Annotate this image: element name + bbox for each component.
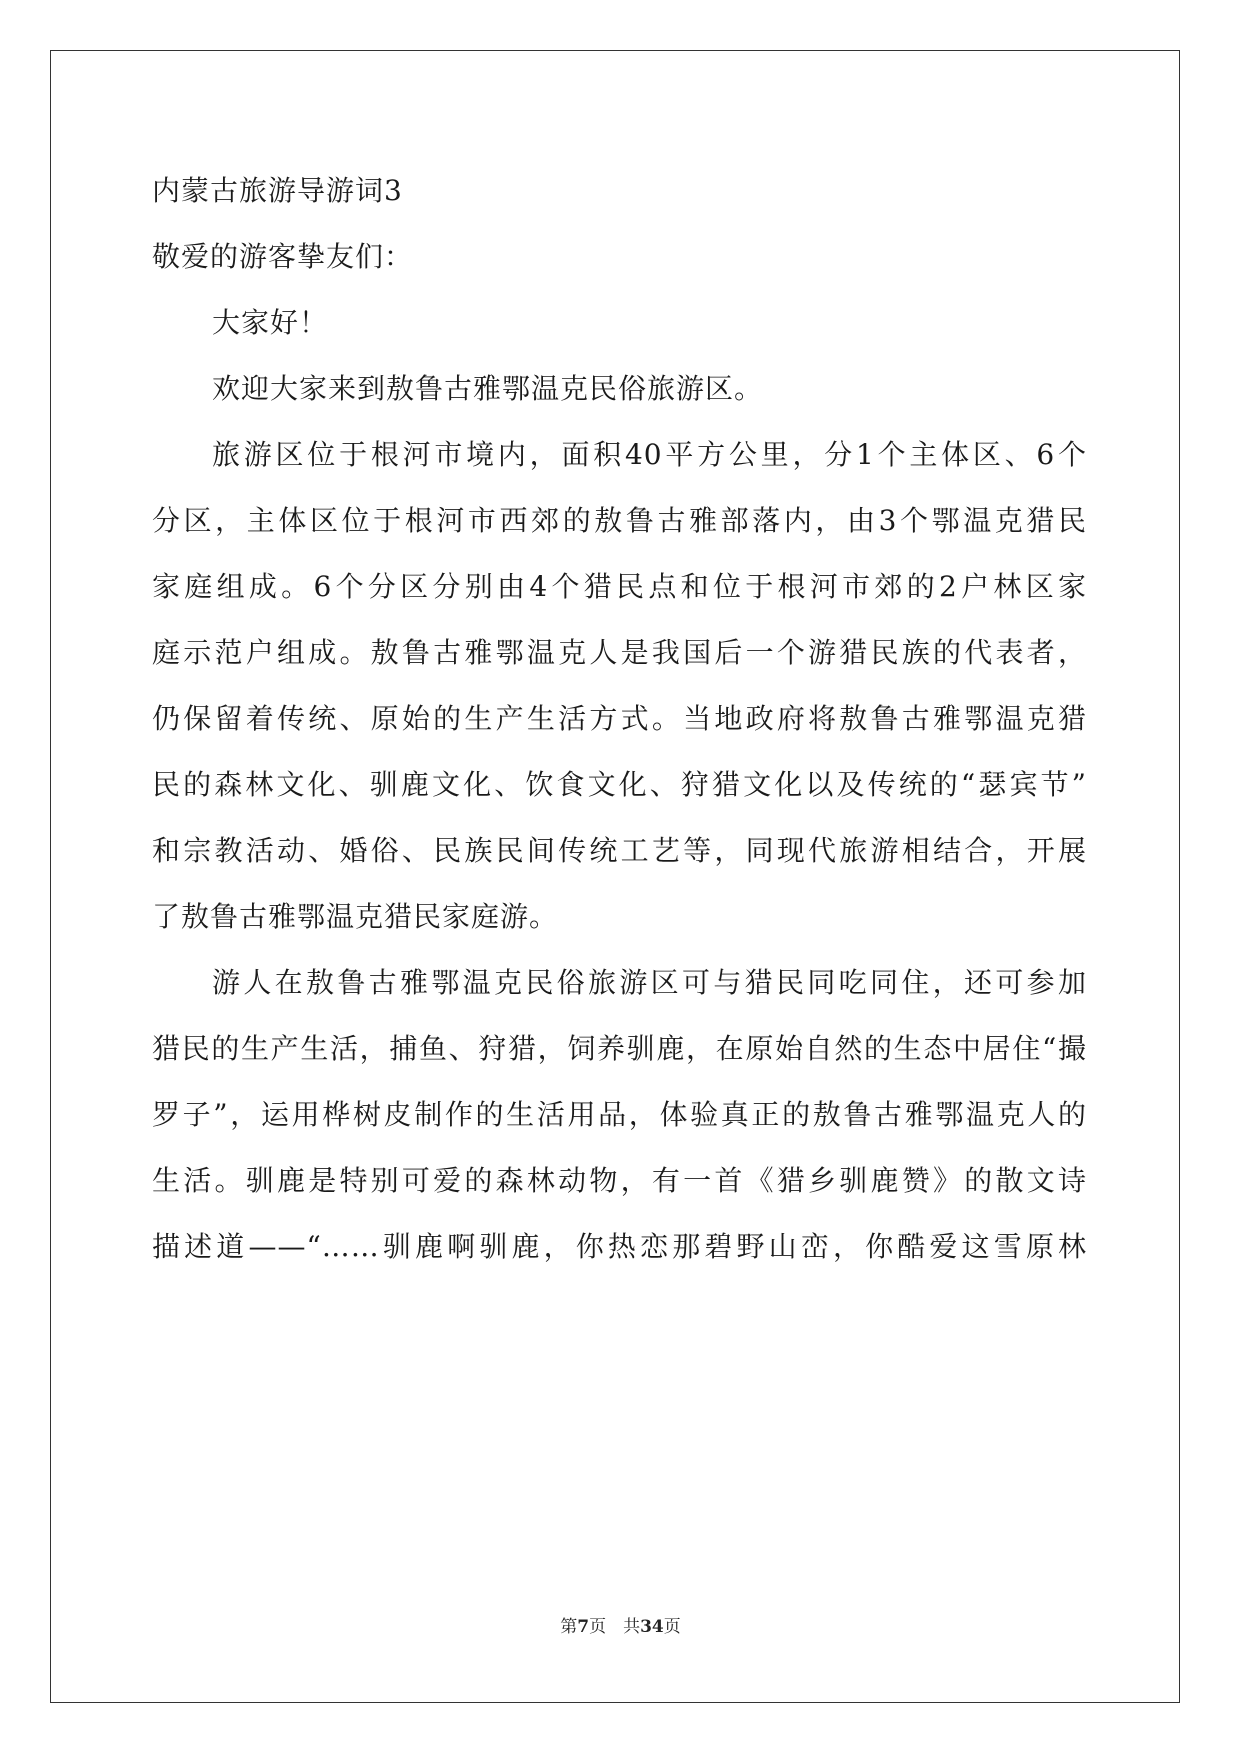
paragraph-line: 庭示范户组成。敖鲁古雅鄂温克人是我国后一个游猎民族的代表者， — [152, 636, 1087, 669]
paragraph-line: 猎民的生产生活，捕鱼、狩猎，饲养驯鹿，在原始自然的生态中居住“撮 — [152, 1032, 1087, 1065]
paragraph-line: 游人在敖鲁古雅鄂温克民俗旅游区可与猎民同吃同住，还可参加 — [212, 966, 1087, 999]
paragraph-1 — [152, 422, 1087, 950]
welcome-line: 欢迎大家来到敖鲁古雅鄂温克民俗旅游区。 — [212, 372, 764, 405]
paragraph-line: 家庭组成。6个分区分别由4个猎民点和位于根河市郊的2户林区家 — [152, 570, 1087, 603]
paragraph-2 — [152, 950, 1087, 1280]
greeting: 敬爱的游客挚友们： — [152, 240, 414, 273]
paragraph-line: 生活。驯鹿是特别可爱的森林动物，有一首《猎乡驯鹿赞》的散文诗 — [152, 1164, 1087, 1197]
paragraph-line: 描述道——“……驯鹿啊驯鹿，你热恋那碧野山峦，你酷爱这雪原林 — [152, 1230, 1087, 1263]
page-mid: 页 共 — [589, 1617, 641, 1637]
page-current: 7 — [577, 1617, 590, 1637]
document-body — [152, 158, 1087, 1280]
paragraph-line: 仍保留着传统、原始的生产生活方式。当地政府将敖鲁古雅鄂温克猎 — [152, 702, 1087, 735]
paragraph-line: 旅游区位于根河市境内，面积40平方公里，分1个主体区、6个 — [212, 438, 1087, 471]
paragraph-line: 分区，主体区位于根河市西郊的敖鲁古雅部落内，由3个鄂温克猎民 — [152, 504, 1087, 537]
hello-line: 大家好！ — [212, 306, 329, 339]
page-suffix: 页 — [663, 1617, 681, 1637]
page-total: 34 — [640, 1617, 664, 1637]
paragraph-line: 了敖鲁古雅鄂温克猎民家庭游。 — [152, 900, 559, 933]
paragraph-line: 罗子”，运用桦树皮制作的生活用品，体验真正的敖鲁古雅鄂温克人的 — [152, 1098, 1087, 1131]
document-title: 内蒙古旅游导游词3 — [152, 174, 403, 207]
paragraph-line: 民的森林文化、驯鹿文化、饮食文化、狩猎文化以及传统的“瑟宾节” — [152, 768, 1087, 801]
page-number — [0, 1612, 1241, 1637]
page-prefix: 第 — [560, 1617, 578, 1637]
paragraph-line: 和宗教活动、婚俗、民族民间传统工艺等，同现代旅游相结合，开展 — [152, 834, 1087, 867]
